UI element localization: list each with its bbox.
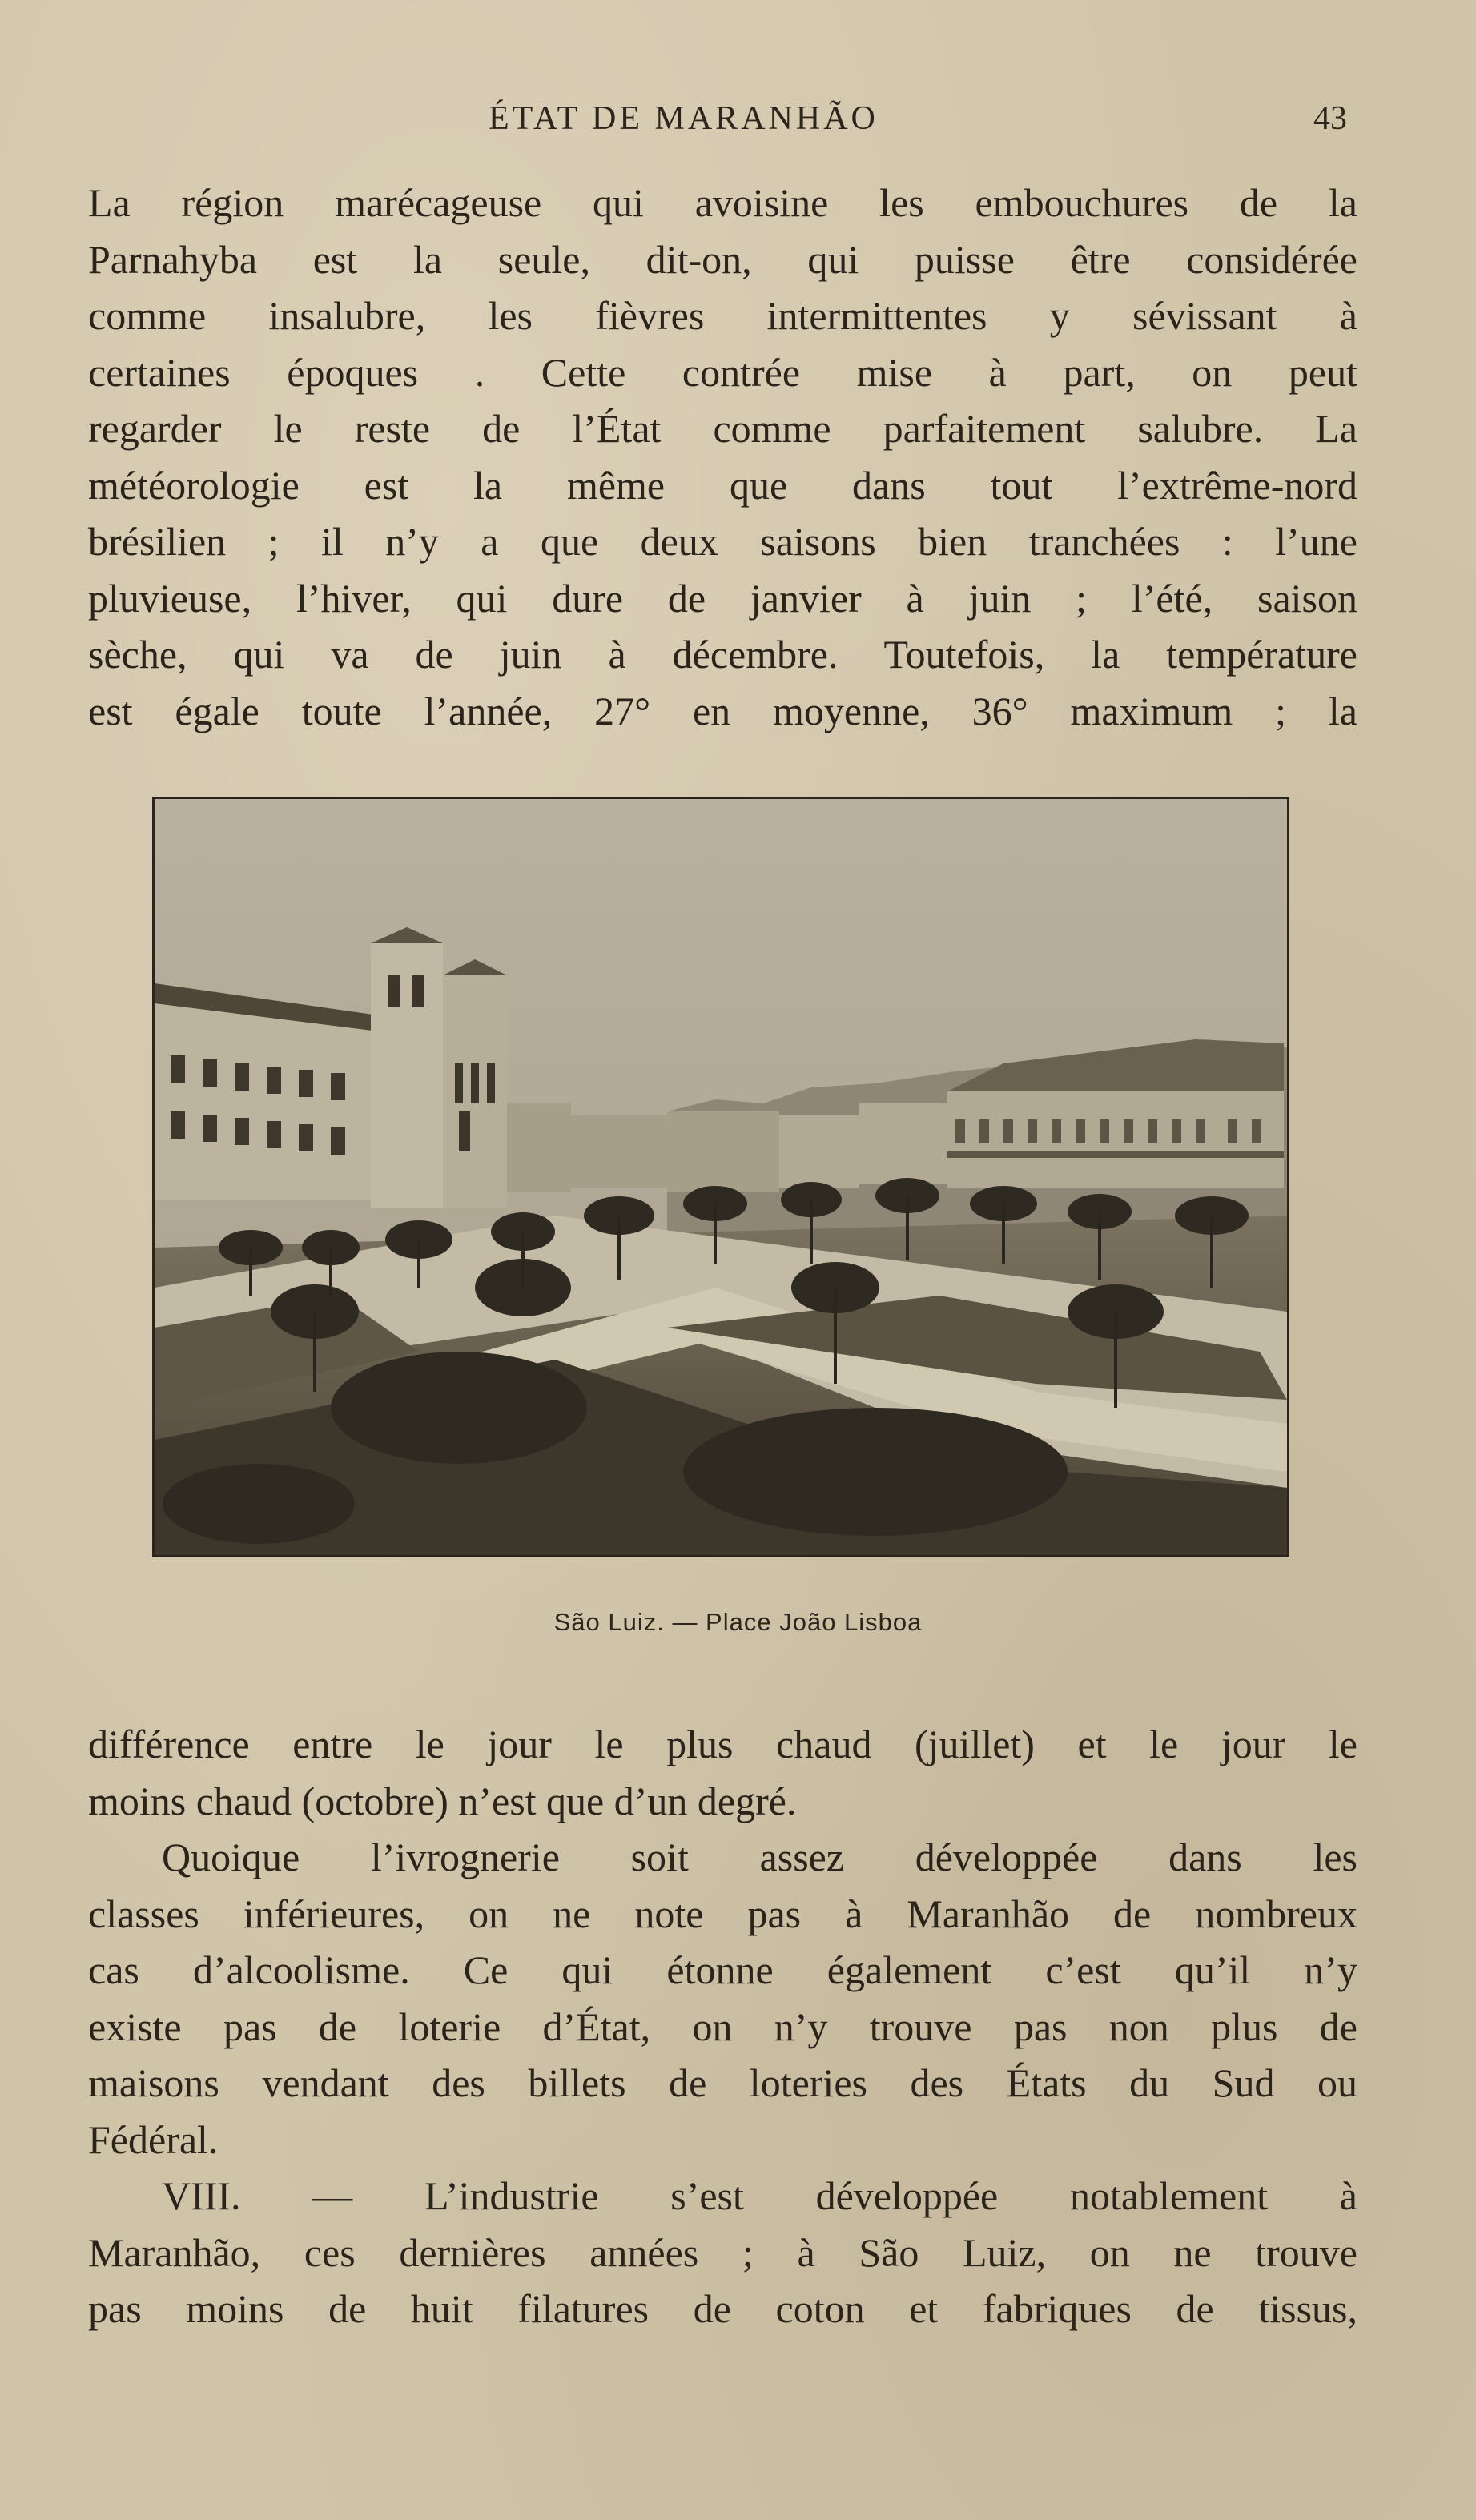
paragraph-top: [88, 175, 1357, 739]
text-line: classes inférieures, on ne note pas à Maranhão de nombreux: [88, 1891, 1357, 1936]
text-line: pas moins de huit filatures de coton et fabriques de tissus,: [88, 2286, 1357, 2331]
text-line: existe pas de loterie d’État, on n’y trouve pas non plus de: [88, 2004, 1357, 2049]
text-line: maisons vendant des billets de loteries des États du Sud ou: [88, 2060, 1357, 2105]
text-line: VIII. — L’industrie s’est développée notablement à: [162, 2173, 1357, 2218]
text-line: moins chaud (octobre) n’est que d’un degré.: [88, 1778, 797, 1823]
running-head: [0, 94, 1476, 143]
plate-figure: [152, 797, 1289, 1557]
text-line: Parnahyba est la seule, dit-on, qui puisse être considérée: [88, 236, 1357, 282]
text-line: est égale toute l’année, 27° en moyenne, 36° maximum ; la: [88, 688, 1357, 733]
running-title: ÉTAT DE MARANHÃO: [489, 100, 879, 137]
text-line: comme insalubre, les fièvres intermittentes y sévissant à: [88, 293, 1357, 338]
text-line: différence entre le jour le plus chaud (juillet) et le jour le: [88, 1722, 1357, 1766]
text-line: certaines époques . Cette contrée mise à part, on peut: [88, 349, 1357, 395]
text-line: cas d’alcoolisme. Ce qui étonne également c’est qu’il n’y: [88, 1947, 1357, 1992]
text-line: Maranhão, ces dernières années ; à São Luiz, on ne trouve: [88, 2229, 1357, 2275]
text-line: Quoique l’ivrognerie soit assez développée dans les: [162, 1835, 1357, 1879]
text-line: La région marécageuse qui avoisine les embouchures de la: [88, 180, 1357, 225]
text-line: météorologie est la même que dans tout l’extrême-nord: [88, 462, 1357, 508]
photograph-place-joao-lisboa: [152, 797, 1289, 1557]
paragraph-bottom: [88, 1716, 1357, 2337]
text-line: Fédéral.: [88, 2116, 219, 2162]
text-line: brésilien ; il n’y a que deux saisons bien tranchées : l’une: [88, 519, 1357, 564]
text-line: sèche, qui va de juin à décembre. Toutefois, la température: [88, 632, 1357, 677]
figure-caption: São Luiz. — Place João Lisboa: [553, 1608, 923, 1636]
text-line: regarder le reste de l’État comme parfaitement salubre. La: [88, 406, 1357, 451]
text-line: pluvieuse, l’hiver, qui dure de janvier à juin ; l’été, saison: [88, 575, 1357, 621]
page-number: 43: [1313, 100, 1347, 137]
